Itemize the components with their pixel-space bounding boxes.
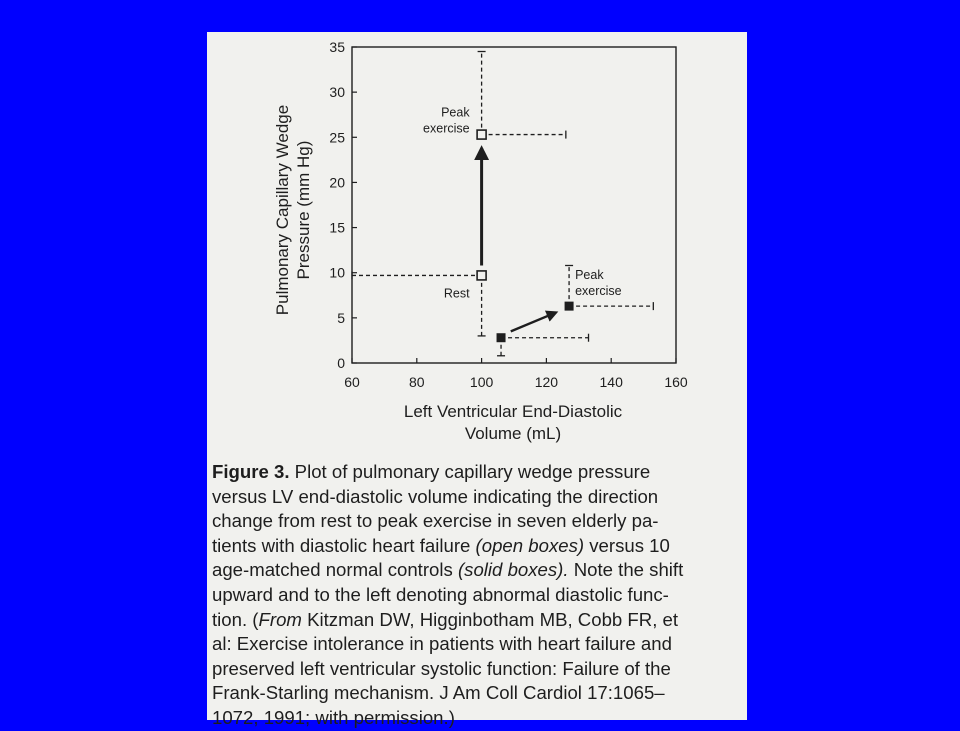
label-line: Peak	[575, 268, 604, 283]
caption-text: preserved left ventricular systolic function: Failure of the	[212, 657, 671, 679]
x-tick-label: 160	[664, 374, 688, 390]
label-line: exercise	[423, 121, 470, 136]
caption-line	[212, 534, 740, 559]
y-axis-title: Pulmonary Capillary Wedge	[273, 104, 292, 316]
caption-text: (open boxes)	[475, 534, 585, 556]
y-tick-label: 20	[329, 174, 345, 191]
figure-label: Figure 3.	[212, 461, 290, 482]
caption-line	[212, 657, 740, 682]
caption-line	[212, 558, 740, 583]
y-tick-label: 30	[329, 84, 345, 101]
y-tick-label: 25	[329, 129, 345, 146]
caption-text: Plot of pulmonary capillary wedge pressure	[289, 461, 651, 482]
filled-square-point	[497, 334, 505, 342]
caption-line	[212, 706, 740, 731]
caption-text: tients with diastolic heart failure	[212, 534, 476, 556]
caption-text: al: Exercise intolerance in patients with heart failure and	[212, 633, 672, 655]
caption-text: (solid boxes).	[457, 559, 569, 581]
x-tick-label: 100	[469, 374, 494, 390]
open-square-point	[477, 271, 486, 280]
caption-text: tion. (	[212, 608, 259, 630]
caption-text: Note the shift	[568, 559, 684, 581]
x-tick-label: 60	[344, 374, 360, 390]
filled-square-point	[565, 302, 573, 310]
x-tick-label: 120	[534, 374, 559, 390]
caption-text: 1072, 1991; with permission.)	[212, 706, 455, 728]
caption-text: From	[258, 608, 302, 630]
caption-text: versus LV end-diastolic volume indicating the direction	[212, 485, 659, 507]
caption-text: age-matched normal controls	[212, 559, 458, 581]
y-tick-label: 35	[329, 39, 345, 55]
x-axis-title: Volume (mL)	[464, 424, 562, 443]
caption-text: change from rest to peak exercise in seven elderly pa-	[212, 510, 659, 532]
x-axis-title: Left Ventricular End-Diastolic	[403, 402, 623, 421]
pcwp-vs-lvedv-chart	[207, 32, 747, 452]
caption-text: Frank-Starling mechanism. J Am Coll Cardiol 17:1065–	[212, 682, 665, 704]
caption-line	[212, 485, 740, 510]
y-tick-label: 0	[337, 355, 345, 371]
caption-text: upward and to the left denoting abnormal diastolic func-	[212, 583, 669, 605]
open-square-point	[477, 130, 486, 139]
label-rest: Rest	[443, 286, 470, 301]
caption-line	[212, 460, 740, 485]
caption-line	[212, 583, 740, 608]
caption-text: versus 10	[584, 534, 670, 556]
caption-line	[212, 681, 740, 706]
caption-line	[212, 608, 740, 633]
y-axis-title: Pressure (mm Hg)	[294, 140, 313, 280]
x-tick-label: 80	[409, 374, 425, 390]
label-line: Peak	[441, 105, 470, 120]
label-line: exercise	[575, 284, 622, 299]
y-tick-label: 5	[337, 309, 345, 326]
caption-text: Kitzman DW, Higginbotham MB, Cobb FR, et	[301, 608, 679, 630]
caption-line	[212, 509, 740, 534]
figure-page	[207, 32, 747, 728]
label-peak-exercise-patients	[423, 106, 470, 136]
caption-line	[212, 632, 740, 657]
x-tick-label: 140	[599, 374, 623, 390]
y-tick-label: 15	[329, 219, 345, 236]
y-tick-label: 10	[329, 264, 345, 281]
plot-frame	[352, 47, 676, 363]
label-peak-exercise-controls	[575, 268, 622, 298]
figure-caption	[212, 460, 740, 731]
change-arrow	[511, 312, 556, 331]
